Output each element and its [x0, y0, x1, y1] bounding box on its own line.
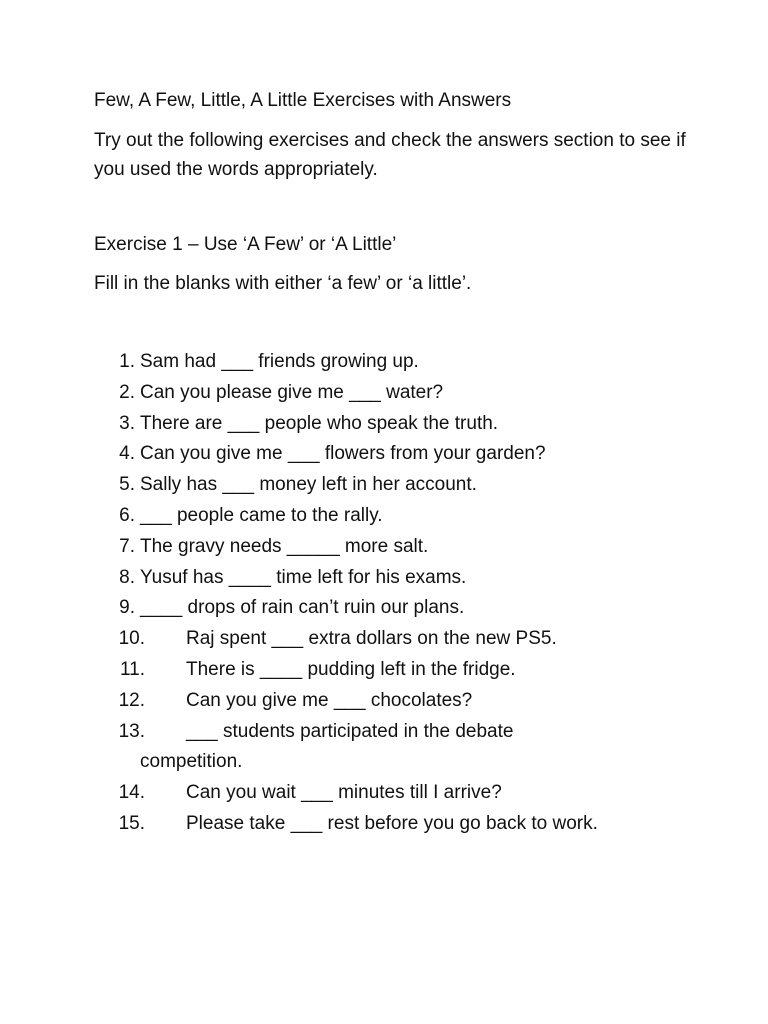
question-number: 1.	[119, 351, 135, 372]
question-text: Yusuf has ____ time left for his exams.	[140, 566, 467, 588]
question-item	[0, 717, 768, 779]
question-number: 10.	[118, 628, 145, 650]
question-item	[0, 501, 768, 532]
exercise-instruction: Fill in the blanks with either ‘a few’ or ‘a little’.	[94, 273, 472, 294]
question-number: 11.	[119, 658, 145, 680]
intro-paragraph: Try out the following exercises and check the answers section to see if you used the words appropriately.	[94, 130, 686, 180]
question-item	[0, 470, 768, 501]
question-item	[0, 778, 768, 809]
question-number: 13.	[118, 720, 145, 742]
question-text: Raj spent ___ extra dollars on the new PS5.	[186, 628, 557, 650]
question-item	[0, 378, 768, 409]
question-item	[0, 347, 768, 378]
question-text: There is ____ pudding left in the fridge.	[186, 658, 516, 680]
question-item	[0, 593, 768, 624]
question-number: 5.	[119, 474, 135, 496]
question-number: 12.	[118, 689, 145, 711]
question-number: 7.	[119, 535, 135, 557]
question-number: 6.	[119, 504, 135, 526]
question-number: 3.	[119, 412, 135, 434]
question-text: Sally has ___ money left in her account.	[140, 474, 477, 496]
question-text: Can you please give me ___ water?	[140, 381, 444, 403]
question-number: 15.	[118, 812, 145, 834]
question-item	[0, 809, 768, 840]
question-number: 14.	[118, 782, 145, 804]
question-text: Please take ___ rest before you go back to work.	[186, 812, 598, 834]
question-item	[0, 624, 768, 655]
question-number: 2.	[119, 381, 135, 403]
question-list	[0, 347, 768, 840]
question-item	[0, 686, 768, 717]
exercise-title: Exercise 1 – Use ‘A Few’ or ‘A Little’	[94, 234, 397, 255]
question-number: 9.	[119, 597, 135, 619]
question-text: Can you wait ___ minutes till I arrive?	[186, 782, 502, 804]
question-text-continuation: competition.	[140, 751, 243, 773]
question-text: Can you give me ___ flowers from your garden?	[140, 443, 546, 465]
question-item	[0, 532, 768, 563]
question-text: ___ students participated in the debate	[186, 720, 514, 742]
question-text: The gravy needs _____ more salt.	[140, 535, 429, 557]
question-number: 4.	[119, 443, 135, 465]
question-text: ____ drops of rain can’t ruin our plans.	[140, 597, 465, 619]
question-item	[0, 439, 768, 470]
question-item	[0, 409, 768, 440]
question-text: Can you give me ___ chocolates?	[186, 689, 473, 711]
document-heading: Few, A Few, Little, A Little Exercises with Answers	[94, 90, 512, 111]
question-text: Sam had ___ friends growing up.	[140, 351, 419, 372]
question-text: ___ people came to the rally.	[140, 504, 383, 526]
question-text: There are ___ people who speak the truth.	[140, 412, 499, 434]
question-item	[0, 655, 768, 686]
question-item	[0, 563, 768, 594]
question-number: 8.	[119, 566, 135, 588]
